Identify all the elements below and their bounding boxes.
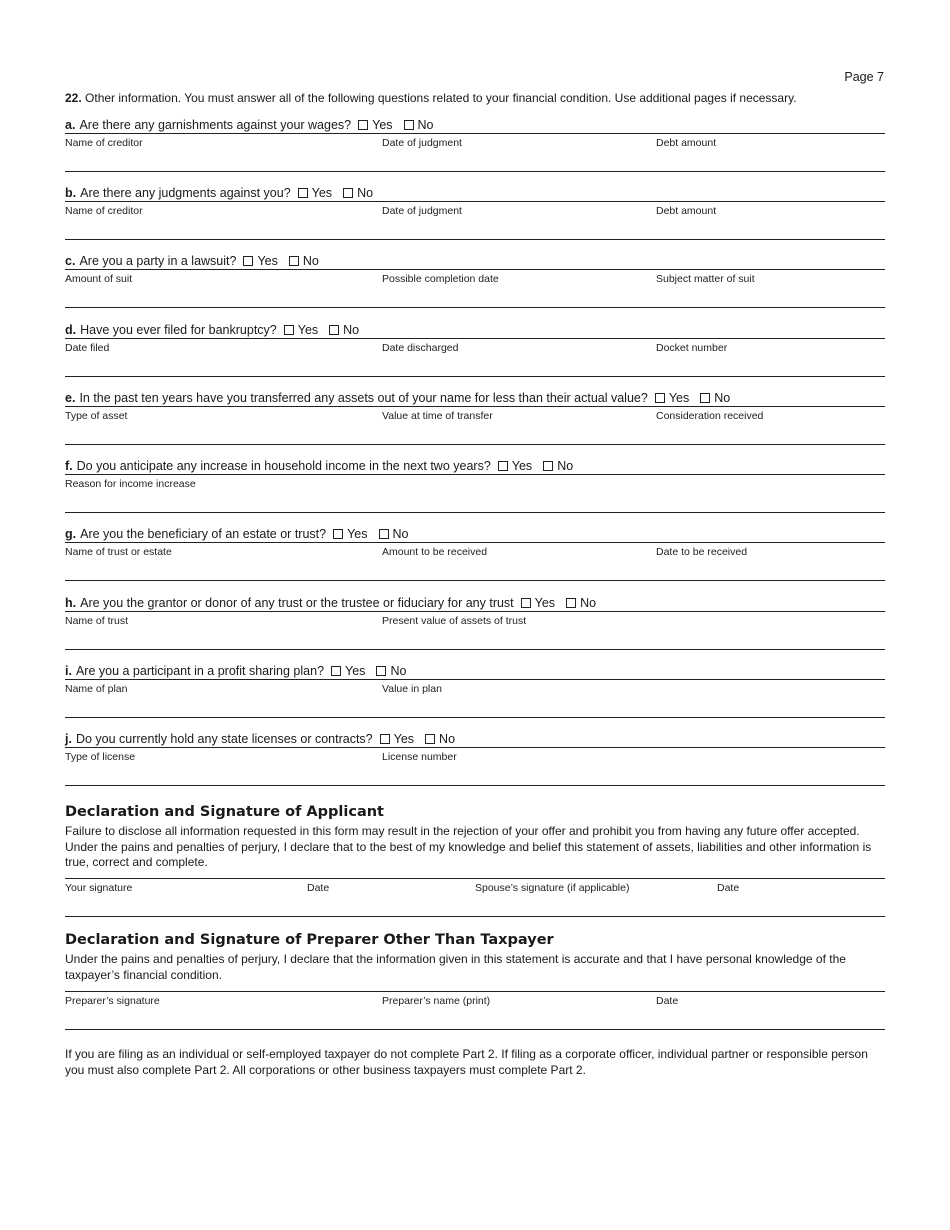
no-label: No bbox=[417, 118, 434, 132]
question-c bbox=[65, 254, 885, 320]
question-text: Do you currently hold any state licenses or contracts? bbox=[75, 732, 373, 746]
question-a bbox=[65, 118, 885, 184]
yes-checkbox[interactable] bbox=[380, 734, 390, 744]
rule bbox=[65, 878, 885, 879]
no-checkbox[interactable] bbox=[376, 666, 386, 676]
rule bbox=[65, 406, 885, 407]
rule bbox=[65, 444, 885, 445]
question-line bbox=[65, 186, 377, 200]
rule bbox=[65, 133, 885, 134]
rule bbox=[65, 542, 885, 543]
yes-label: Yes bbox=[297, 323, 319, 337]
question-text: Are there any judgments against you? bbox=[80, 186, 291, 200]
field-label[interactable]: Possible completion date bbox=[382, 273, 499, 285]
no-checkbox[interactable] bbox=[543, 461, 553, 471]
question-text: Are you the grantor or donor of any trust or the trustee or fiduciary for any trust bbox=[80, 596, 514, 610]
no-label: No bbox=[439, 732, 456, 746]
rule bbox=[65, 171, 885, 172]
rule bbox=[65, 269, 885, 270]
spouse-signature-field[interactable]: Spouse’s signature (if applicable) bbox=[475, 882, 630, 894]
field-label[interactable]: Value in plan bbox=[382, 683, 442, 695]
question-letter: i. bbox=[65, 664, 72, 678]
preparer-name-field[interactable]: Preparer’s name (print) bbox=[382, 995, 491, 1007]
question-line bbox=[65, 732, 459, 746]
rule bbox=[65, 201, 885, 202]
field-label[interactable]: Present value of assets of trust bbox=[382, 615, 527, 627]
no-label: No bbox=[390, 664, 407, 678]
field-label[interactable]: Docket number bbox=[656, 342, 728, 354]
applicant-declaration-title: Declaration and Signature of Applicant bbox=[65, 804, 384, 820]
question-text: In the past ten years have you transferred any assets out of your name for less than their actual value? bbox=[79, 391, 648, 405]
no-checkbox[interactable] bbox=[700, 393, 710, 403]
field-label[interactable]: Type of asset bbox=[65, 410, 128, 422]
preparer-declaration-title: Declaration and Signature of Preparer Other Than Taxpayer bbox=[65, 932, 554, 948]
rule bbox=[65, 1029, 885, 1030]
field-label[interactable]: Name of creditor bbox=[65, 205, 143, 217]
preparer-signature-field[interactable]: Preparer’s signature bbox=[65, 995, 160, 1007]
no-label: No bbox=[580, 596, 597, 610]
rule bbox=[65, 785, 885, 786]
rule bbox=[65, 376, 885, 377]
field-label[interactable]: Reason for income increase bbox=[65, 478, 196, 490]
question-letter: h. bbox=[65, 596, 77, 610]
question-f bbox=[65, 459, 885, 525]
field-label[interactable]: Date to be received bbox=[656, 546, 748, 558]
question-letter: f. bbox=[65, 459, 73, 473]
question-g bbox=[65, 527, 885, 593]
field-label[interactable]: Date filed bbox=[65, 342, 110, 354]
field-label[interactable]: Amount of suit bbox=[65, 273, 133, 285]
preparer-declaration-text: Under the pains and penalties of perjury, I declare that the information given in this statement is accurate and that I have personal knowledge of the taxpayer’s financial condition. bbox=[65, 952, 846, 982]
rule bbox=[65, 512, 885, 513]
yes-label: Yes bbox=[257, 254, 278, 268]
no-checkbox[interactable] bbox=[425, 734, 435, 744]
yes-label: Yes bbox=[668, 391, 690, 405]
question-i bbox=[65, 664, 885, 730]
yes-checkbox[interactable] bbox=[521, 598, 531, 608]
question-e bbox=[65, 391, 885, 457]
question-letter: b. bbox=[65, 186, 77, 200]
preparer-signature-block bbox=[65, 991, 885, 1031]
section-number: 22. bbox=[65, 91, 82, 105]
question-letter: d. bbox=[65, 323, 77, 337]
question-line bbox=[65, 596, 600, 610]
yes-checkbox[interactable] bbox=[331, 666, 341, 676]
field-label[interactable]: License number bbox=[382, 751, 457, 763]
no-label: No bbox=[357, 186, 374, 200]
question-text: Are there any garnishments against your wages? bbox=[79, 118, 352, 132]
field-label[interactable]: Date of judgment bbox=[382, 205, 462, 217]
rule bbox=[65, 747, 885, 748]
rule bbox=[65, 474, 885, 475]
footer-note: If you are filing as an individual or self-employed taxpayer do not complete Part 2. If filing as a corporate officer, individual partner or responsible person you must also complete Part 2. All corporations or other business taxpayers must complete Part 2. bbox=[65, 1047, 868, 1077]
applicant-signature-block bbox=[65, 878, 885, 918]
preparer-date-field[interactable]: Date bbox=[656, 995, 679, 1007]
yes-checkbox[interactable] bbox=[333, 529, 343, 539]
yes-checkbox[interactable] bbox=[284, 325, 294, 335]
rule bbox=[65, 717, 885, 718]
rule bbox=[65, 338, 885, 339]
field-label[interactable]: Debt amount bbox=[656, 137, 717, 149]
yes-label: Yes bbox=[393, 732, 415, 746]
question-line bbox=[65, 664, 410, 678]
question-text: Are you a party in a lawsuit? bbox=[79, 254, 237, 268]
question-d bbox=[65, 323, 885, 389]
yes-label: Yes bbox=[534, 596, 556, 610]
field-label[interactable]: Date of judgment bbox=[382, 137, 462, 149]
field-label[interactable]: Type of license bbox=[65, 751, 136, 763]
question-line bbox=[65, 323, 363, 337]
field-label[interactable]: Name of plan bbox=[65, 683, 128, 695]
question-text: Are you the beneficiary of an estate or trust? bbox=[80, 527, 327, 541]
question-line bbox=[65, 391, 734, 405]
field-label[interactable]: Name of trust bbox=[65, 615, 129, 627]
no-label: No bbox=[392, 527, 409, 541]
question-b bbox=[65, 186, 885, 252]
question-letter: j. bbox=[65, 732, 72, 746]
yes-checkbox[interactable] bbox=[655, 393, 665, 403]
no-checkbox[interactable] bbox=[566, 598, 576, 608]
field-label[interactable]: Value at time of transfer bbox=[382, 410, 493, 422]
field-label[interactable]: Subject matter of suit bbox=[656, 273, 755, 285]
rule bbox=[65, 611, 885, 612]
question-text: Are you a participant in a profit sharing plan? bbox=[75, 664, 325, 678]
field-label[interactable]: Name of trust or estate bbox=[65, 546, 172, 558]
rule bbox=[65, 307, 885, 308]
rule bbox=[65, 649, 885, 650]
your-signature-field[interactable]: Your signature bbox=[65, 882, 133, 894]
page-number: Page 7 bbox=[844, 70, 884, 84]
question-line bbox=[65, 254, 323, 268]
question-line bbox=[65, 118, 438, 132]
question-line bbox=[65, 459, 577, 473]
no-checkbox[interactable] bbox=[329, 325, 339, 335]
applicant-declaration-text: Failure to disclose all information requested in this form may result in the rejection of your offer and prohibit you from having any future offer accepted. Under the pains and penalties of perjury, I declare that to the best of my knowledge and belief this statement of assets, liabilities and other information is true, correct and complete. bbox=[65, 824, 872, 869]
yes-checkbox[interactable] bbox=[358, 120, 368, 130]
no-checkbox[interactable] bbox=[289, 256, 299, 266]
field-label[interactable]: Name of creditor bbox=[65, 137, 143, 149]
yes-label: Yes bbox=[347, 527, 368, 541]
intro-instructions bbox=[65, 91, 885, 105]
question-letter: a. bbox=[65, 118, 76, 132]
no-checkbox[interactable] bbox=[404, 120, 414, 130]
question-h bbox=[65, 596, 885, 662]
no-label: No bbox=[302, 254, 319, 268]
no-label: No bbox=[714, 391, 731, 405]
question-letter: e. bbox=[65, 391, 76, 405]
question-text: Do you anticipate any increase in household income in the next two years? bbox=[76, 459, 491, 473]
rule bbox=[65, 239, 885, 240]
yes-label: Yes bbox=[311, 186, 333, 200]
no-label: No bbox=[557, 459, 574, 473]
yes-checkbox[interactable] bbox=[498, 461, 508, 471]
yes-label: Yes bbox=[345, 664, 366, 678]
question-line bbox=[65, 527, 412, 541]
no-checkbox[interactable] bbox=[343, 188, 353, 198]
rule bbox=[65, 580, 885, 581]
rule bbox=[65, 916, 885, 917]
question-j bbox=[65, 732, 885, 798]
yes-label: Yes bbox=[372, 118, 393, 132]
spouse-date-field[interactable]: Date bbox=[717, 882, 740, 894]
no-checkbox[interactable] bbox=[379, 529, 389, 539]
yes-label: Yes bbox=[511, 459, 533, 473]
field-label[interactable]: Consideration received bbox=[656, 410, 764, 422]
question-letter: c. bbox=[65, 254, 76, 268]
question-letter: g. bbox=[65, 527, 77, 541]
question-text: Have you ever filed for bankruptcy? bbox=[80, 323, 277, 337]
field-label[interactable]: Date discharged bbox=[382, 342, 459, 354]
no-label: No bbox=[343, 323, 360, 337]
yes-checkbox[interactable] bbox=[243, 256, 253, 266]
date-field[interactable]: Date bbox=[307, 882, 330, 894]
field-label[interactable]: Debt amount bbox=[656, 205, 717, 217]
intro-text: Other information. You must answer all of the following questions related to your financial condition. Use additional pages if necessary. bbox=[85, 91, 797, 105]
yes-checkbox[interactable] bbox=[298, 188, 308, 198]
field-label[interactable]: Amount to be received bbox=[382, 546, 488, 558]
rule bbox=[65, 991, 885, 992]
rule bbox=[65, 679, 885, 680]
